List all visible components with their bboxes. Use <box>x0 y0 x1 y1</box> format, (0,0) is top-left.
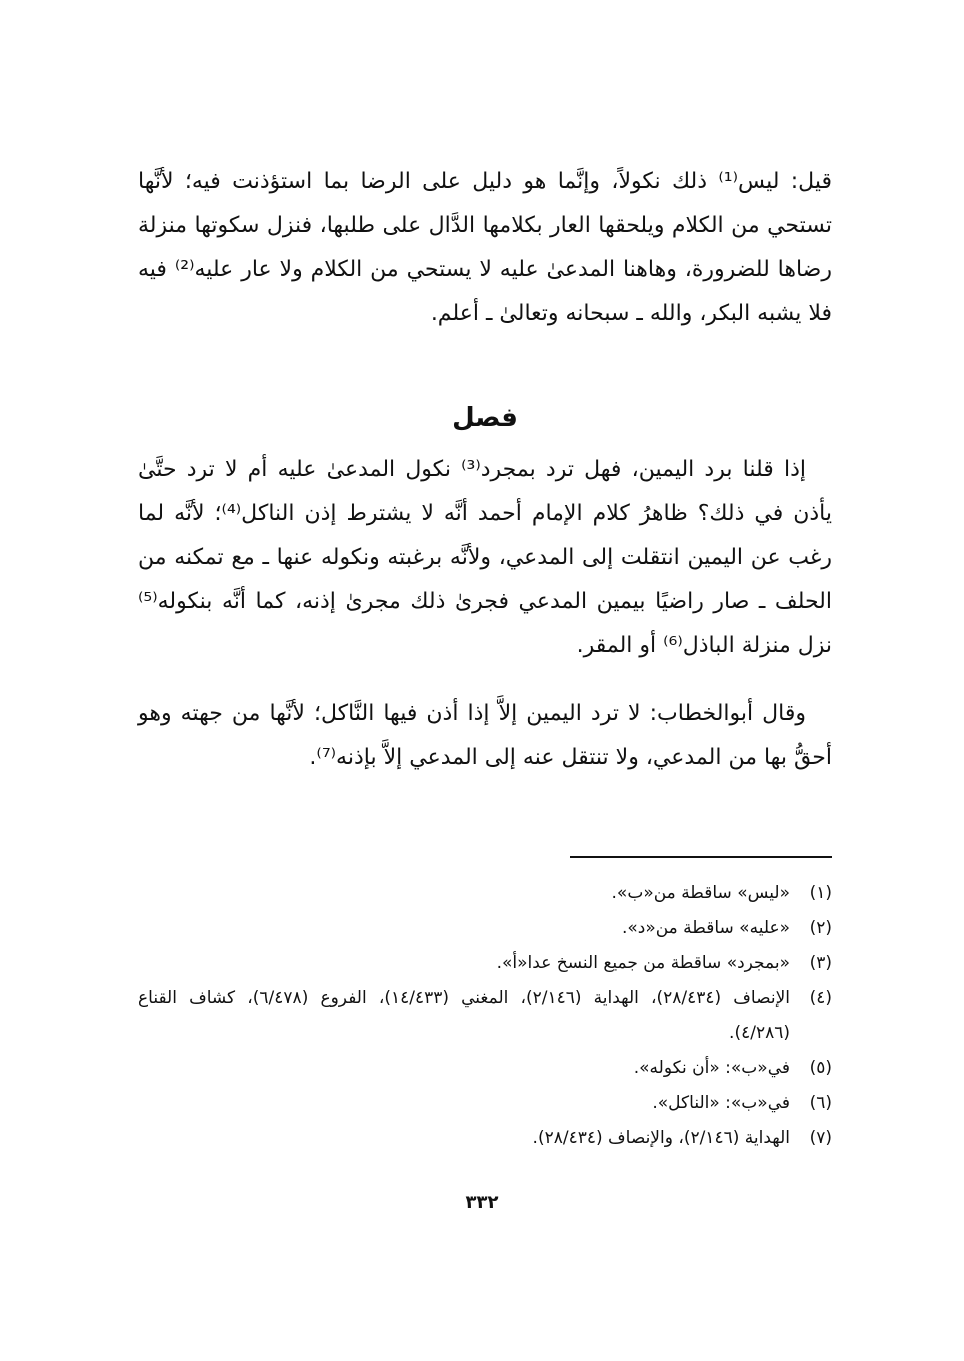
footnote-number: (٦) <box>809 1093 832 1113</box>
section-heading: فصل <box>452 403 518 433</box>
body-paragraph-1: قيل: ليس⁽¹⁾ ذلك نكولاً، وإنَّما هو دليل على الرضا بما استؤذنت فيه؛ لأنَّها تستحي من الكلام ويلحقها العار بكلامها الدَّال على طلبها، فنزل سكوتها منزلة رضاها للضرورة، وهاهنا المدعىٰ عليه لا يستحي من الكلام ولا عار عليه⁽²⁾ فيه فلا يشبه البكر، والله ـ سبحانه وتعالىٰ ـ أعلم. <box>138 169 832 326</box>
footnote-item <box>138 1051 832 1086</box>
footnote-text: الهداية (٢/١٤٦)، والإنصاف (٢٨/٤٣٤). <box>532 1128 790 1148</box>
footnote-item <box>138 1086 832 1121</box>
body-paragraph-3: وقال أبوالخطاب: لا ترد اليمين إلاَّ إذا أذن فيها النَّاكل؛ لأنَّها من جهته وهو أحقُّ بها من المدعي، ولا تنتقل عنه إلى المدعي إلاَّ بإذنه⁽⁷⁾. <box>138 701 832 770</box>
footnote-text: في«ب»: «أن نكوله». <box>633 1058 790 1078</box>
footnote-number: (٢) <box>809 918 832 938</box>
footnote-number: (٤) <box>809 988 832 1008</box>
body-paragraph-2: إذا قلنا برد اليمين، فهل ترد بمجرد⁽³⁾ نكول المدعىٰ عليه أم لا ترد حتَّىٰ يأذن في ذلك؟ ظاهرُ كلام الإمام أحمد أنَّه لا يشترط إذن الناكل⁽⁴⁾؛ لأنَّه لما رغب عن اليمين انتقلت إلى المدعي، ولأنَّه برغبته ونكوله عنها ـ مع تمكنه من الحلف ـ صار راضيًا بيمين المدعي فجرىٰ ذلك مجرىٰ إذنه، كما أنَّه بنكوله⁽⁵⁾ نزل منزلة الباذل⁽⁶⁾ أو المقر. <box>138 457 833 658</box>
footnote-item <box>138 911 832 946</box>
page-number: ٣٣٢ <box>465 1192 499 1213</box>
footnote-separator <box>570 856 832 858</box>
footnote-number: (٥) <box>809 1058 832 1078</box>
footnote-item <box>138 1121 832 1156</box>
footnote-text: الإنصاف (٢٨/٤٣٤)، الهداية (٢/١٤٦)، المغني (١٤/٤٣٣)، الفروع (٦/٤٧٨)، كشاف القناع (٤/٢٨٦). <box>138 988 790 1043</box>
footnote-item <box>138 946 832 981</box>
footnote-item <box>138 981 832 1051</box>
footnote-number: (٣) <box>809 953 832 973</box>
footnote-number: (١) <box>809 883 832 903</box>
footnote-text: «بمجرد» ساقطة من جميع النسخ عدا«أ». <box>496 953 790 973</box>
footnote-text: في«ب»: «الناكل». <box>652 1093 790 1113</box>
footnote-text: «عليه» ساقطة من«د». <box>621 918 790 938</box>
footnote-text: «ليس» ساقطة من«ب». <box>611 883 790 903</box>
footnote-item <box>138 876 832 911</box>
footnote-number: (٧) <box>809 1128 832 1148</box>
footnotes <box>138 876 832 1156</box>
